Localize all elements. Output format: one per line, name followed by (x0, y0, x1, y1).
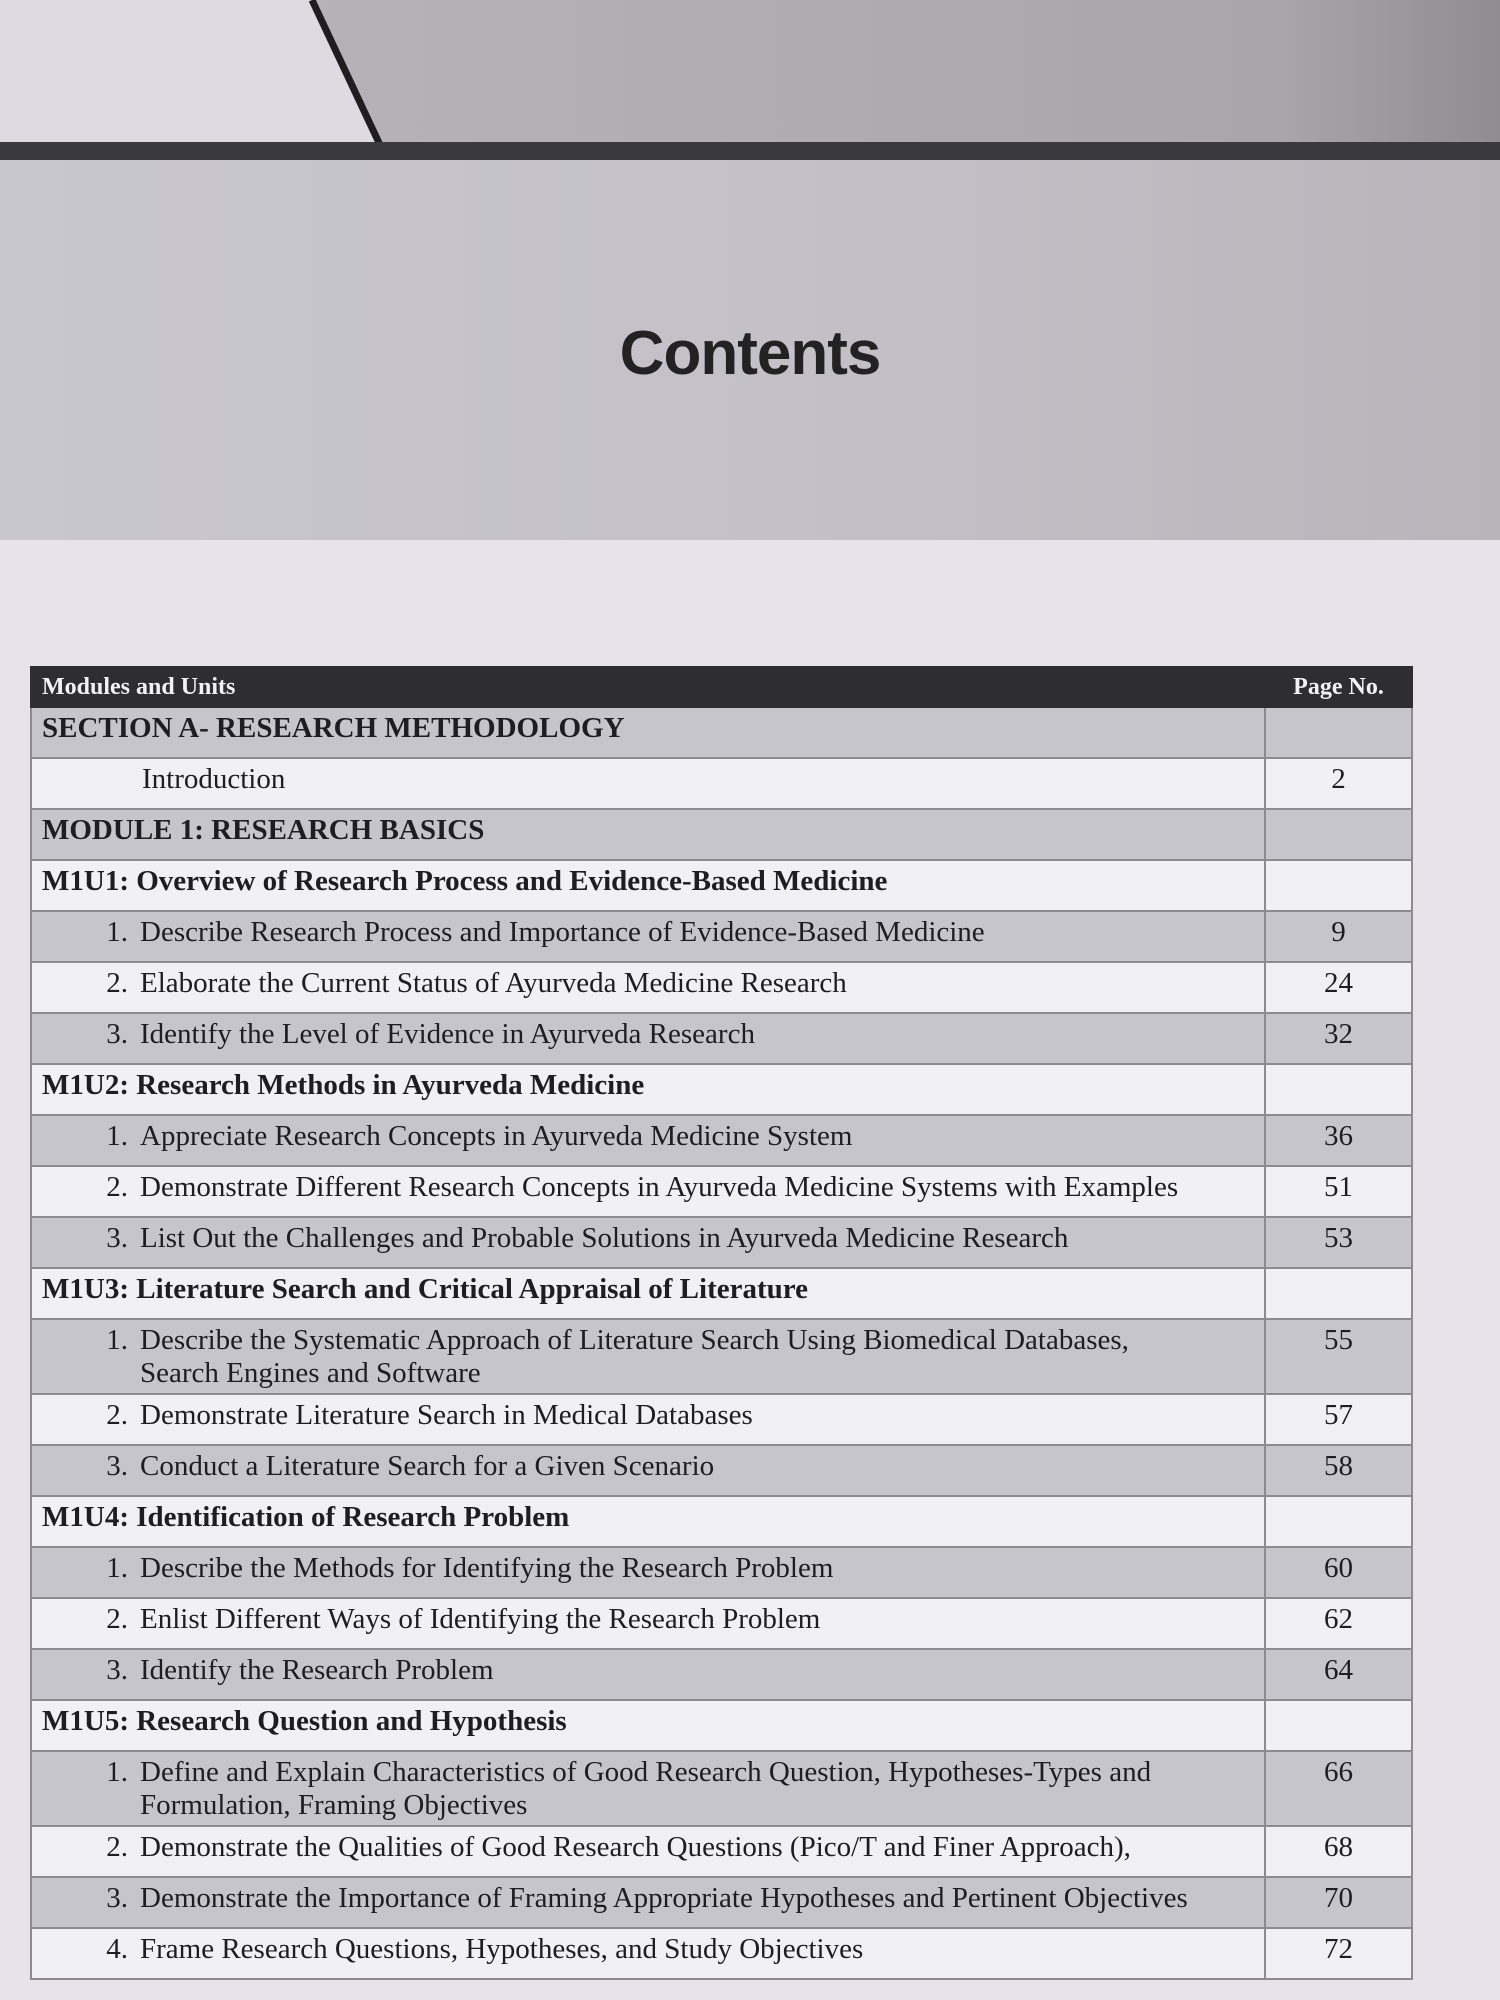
page-number: 62 (1265, 1598, 1412, 1649)
unit-title: M1U5: Research Question and Hypothesis (42, 1705, 567, 1737)
entry-number: 1. (106, 1324, 128, 1356)
table-row-item (31, 1013, 1412, 1064)
entry-title-cell (31, 911, 1265, 962)
page-number (1265, 860, 1412, 911)
entry-number: 2. (106, 1603, 128, 1635)
entry-title: Describe Research Process and Importance of Evidence-Based Medicine (140, 916, 985, 948)
decorative-diagonal-line (0, 0, 400, 150)
table-row-item (31, 1877, 1412, 1928)
entry-number: 3. (106, 1222, 128, 1254)
entry-title: Enlist Different Ways of Identifying the Research Problem (140, 1603, 821, 1635)
contents-table (30, 666, 1413, 1980)
entry-title-cell (31, 809, 1265, 860)
page-number: 68 (1265, 1826, 1412, 1877)
entry-title-cell (31, 1268, 1265, 1319)
page-number (1265, 1064, 1412, 1115)
unit-title: M1U3: Literature Search and Critical Appraisal of Literature (42, 1273, 808, 1305)
table-row-item (31, 1649, 1412, 1700)
page-number (1265, 809, 1412, 860)
entry-title-cell (31, 1547, 1265, 1598)
table-row-heading (31, 809, 1412, 860)
page-number: 66 (1265, 1751, 1412, 1826)
entry-title-cell (31, 1700, 1265, 1751)
entry-title-cell (31, 1394, 1265, 1445)
page-number: 60 (1265, 1547, 1412, 1598)
unit-title: M1U4: Identification of Research Problem (42, 1501, 570, 1533)
page-number: 72 (1265, 1928, 1412, 1979)
page-number: 55 (1265, 1319, 1412, 1394)
page-number: 9 (1265, 911, 1412, 962)
table-row-item (31, 1445, 1412, 1496)
entry-number: 1. (106, 1552, 128, 1584)
page-number (1265, 707, 1412, 758)
page-number (1265, 1496, 1412, 1547)
entry-number: 3. (106, 1018, 128, 1050)
entry-number: 2. (106, 1171, 128, 1203)
page-number (1265, 1700, 1412, 1751)
page-number: 51 (1265, 1166, 1412, 1217)
entry-title-cell (31, 1598, 1265, 1649)
table-row-item (31, 1826, 1412, 1877)
entry-title-cell (31, 1445, 1265, 1496)
entry-title: Demonstrate the Qualities of Good Research Questions (Pico/T and Finer Approach), (140, 1831, 1131, 1863)
table-row-item (31, 1928, 1412, 1979)
table-row-item (31, 1166, 1412, 1217)
page-number: 2 (1265, 758, 1412, 809)
table-row-unit (31, 860, 1412, 911)
table-row-item (31, 1547, 1412, 1598)
entry-title-cell (31, 1319, 1265, 1394)
page-number: 57 (1265, 1394, 1412, 1445)
entry-title-cell (31, 1751, 1265, 1826)
entry-title: Demonstrate Literature Search in Medical Databases (140, 1399, 753, 1431)
entry-title-cell (31, 1166, 1265, 1217)
header-modules-and-units: Modules and Units (31, 667, 1265, 707)
entry-title: Define and Explain Characteristics of Good Research Question, Hypotheses-Types and Formulation, Framing Objectives (140, 1756, 1152, 1821)
table-row-unit (31, 1268, 1412, 1319)
entry-number: 3. (106, 1450, 128, 1482)
entry-title-cell (31, 758, 1265, 809)
entry-title-cell (31, 1649, 1265, 1700)
entry-title-cell (31, 1877, 1265, 1928)
page-number: 32 (1265, 1013, 1412, 1064)
table-row-intro (31, 758, 1412, 809)
page-title: Contents (619, 319, 881, 388)
unit-title: M1U2: Research Methods in Ayurveda Medicine (42, 1069, 645, 1101)
entry-title-cell (31, 1928, 1265, 1979)
heading-title: MODULE 1: RESEARCH BASICS (42, 814, 485, 846)
entry-title-cell (31, 1217, 1265, 1268)
entry-title: List Out the Challenges and Probable Solutions in Ayurveda Medicine Research (140, 1222, 1069, 1254)
table-row-unit (31, 1700, 1412, 1751)
heading-title: SECTION A- RESEARCH METHODOLOGY (42, 712, 625, 744)
entry-title: Conduct a Literature Search for a Given Scenario (140, 1450, 715, 1482)
table-row-unit (31, 1496, 1412, 1547)
entry-number: 3. (106, 1882, 128, 1914)
entry-title: Describe the Systematic Approach of Literature Search Using Biomedical Databases, Search Engines and Software (140, 1324, 1129, 1389)
table-row-item (31, 911, 1412, 962)
table-row-item (31, 1751, 1412, 1826)
header-page-no: Page No. (1265, 667, 1412, 707)
entry-title: Identify the Level of Evidence in Ayurveda Research (140, 1018, 755, 1050)
table-row-item (31, 1319, 1412, 1394)
entry-title-cell (31, 1013, 1265, 1064)
page-number (1265, 1268, 1412, 1319)
table-row-item (31, 1598, 1412, 1649)
entry-title: Identify the Research Problem (140, 1654, 494, 1686)
table-header-row (31, 667, 1412, 707)
entry-title: Frame Research Questions, Hypotheses, and Study Objectives (140, 1933, 864, 1965)
entry-title: Demonstrate Different Research Concepts in Ayurveda Medicine Systems with Examples (140, 1171, 1179, 1203)
entry-title: Introduction (142, 763, 286, 795)
table-row-item (31, 1394, 1412, 1445)
table-row-heading (31, 707, 1412, 758)
page-number: 70 (1265, 1877, 1412, 1928)
table-row-item (31, 1115, 1412, 1166)
entry-title-cell (31, 860, 1265, 911)
entry-number: 1. (106, 916, 128, 948)
entry-title-cell (31, 1064, 1265, 1115)
unit-title: M1U1: Overview of Research Process and Evidence-Based Medicine (42, 865, 888, 897)
page-number: 36 (1265, 1115, 1412, 1166)
page-number: 64 (1265, 1649, 1412, 1700)
entry-number: 2. (106, 967, 128, 999)
header-divider-bar (0, 142, 1500, 160)
entry-number: 1. (106, 1756, 128, 1788)
table-row-item (31, 1217, 1412, 1268)
entry-title: Describe the Methods for Identifying the Research Problem (140, 1552, 834, 1584)
entry-title-cell (31, 1826, 1265, 1877)
entry-title-cell (31, 1115, 1265, 1166)
entry-number: 4. (106, 1933, 128, 1965)
entry-title: Elaborate the Current Status of Ayurveda Medicine Research (140, 967, 847, 999)
entry-number: 1. (106, 1120, 128, 1152)
entry-number: 2. (106, 1831, 128, 1863)
entry-number: 3. (106, 1654, 128, 1686)
page-number: 58 (1265, 1445, 1412, 1496)
page-number: 24 (1265, 962, 1412, 1013)
entry-title-cell (31, 707, 1265, 758)
entry-title: Appreciate Research Concepts in Ayurveda Medicine System (140, 1120, 853, 1152)
table-row-unit (31, 1064, 1412, 1115)
page-number: 53 (1265, 1217, 1412, 1268)
entry-title: Demonstrate the Importance of Framing Appropriate Hypotheses and Pertinent Objectives (140, 1882, 1188, 1914)
entry-title-cell (31, 962, 1265, 1013)
entry-number: 2. (106, 1399, 128, 1431)
entry-title-cell (31, 1496, 1265, 1547)
table-row-item (31, 962, 1412, 1013)
